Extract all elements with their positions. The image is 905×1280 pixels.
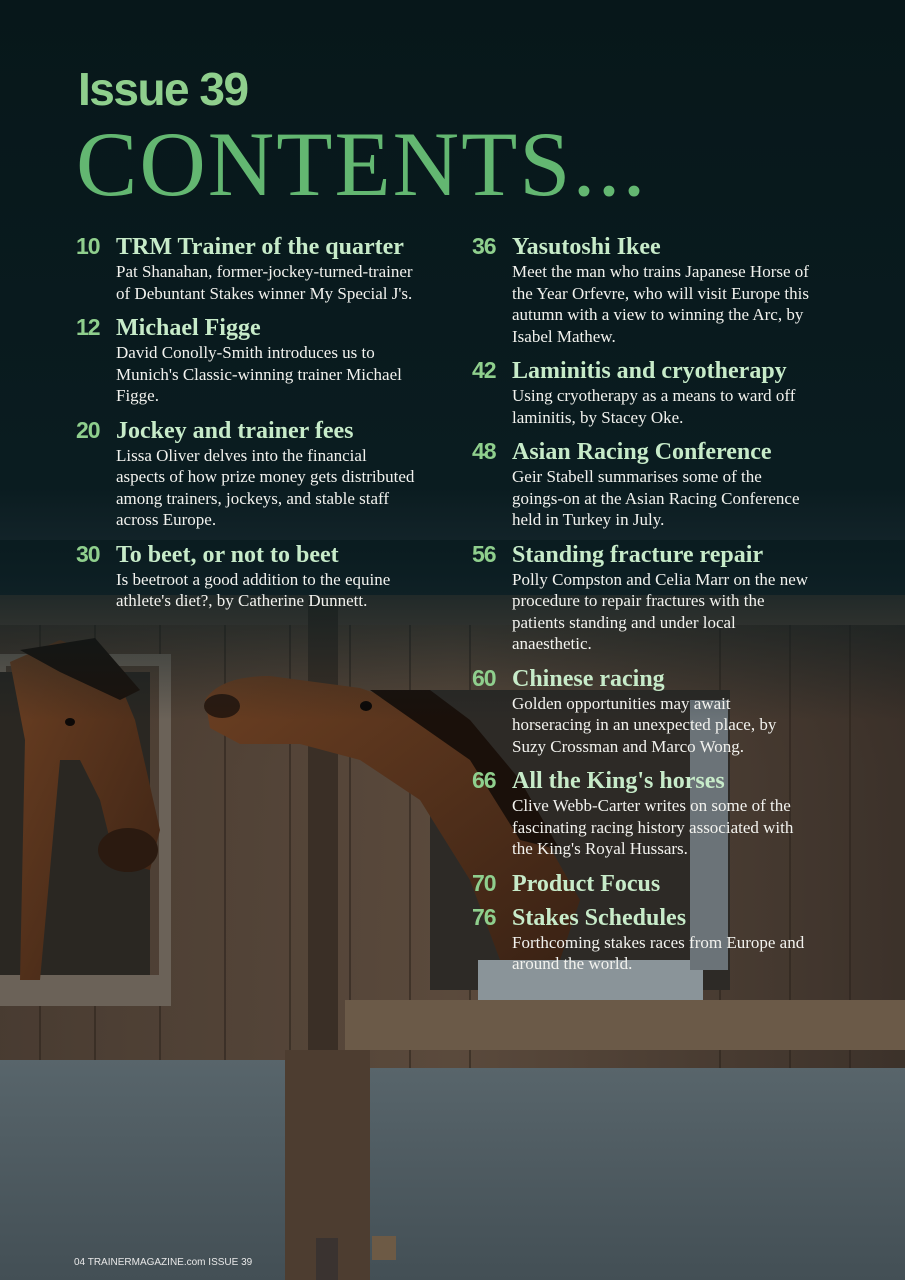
page-footer: 04 TRAINERMAGAZINE.com ISSUE 39 [74,1257,253,1268]
entry-page-number: 36 [472,233,496,259]
entry-page-number: 56 [472,540,496,567]
contents-entry[interactable] [472,357,812,428]
contents-column-right [472,233,812,975]
entry-description: Polly Compston and Celia Marr on the new procedure to repair fractures with the patients standing and under local anaesthetic. [512,569,809,653]
entry-page-number: 12 [76,314,100,340]
contents-entry[interactable] [472,438,812,531]
entry-description: Meet the man who trains Japanese Horse of the Year Orfevre, who will visit Europe this autumn with a view to winning the Arc, by Isabel Mathew. [512,262,809,346]
entry-title: Asian Racing Conference [512,439,772,465]
entry-title: Standing fracture repair [512,541,764,568]
entry-title: Chinese racing [512,665,665,692]
contents-column-left [76,233,416,612]
entry-page-number: 60 [472,664,496,691]
entry-page-number: 30 [76,540,100,567]
entry-title: All the King's horses [512,768,725,794]
entry-description: Using cryotherapy as a means to ward off laminitis, by Stacey Oke. [512,386,796,427]
entry-description: Golden opportunities may await horseracing in an unexpected place, by Suzy Crossman and Marco Wong. [512,693,777,756]
contents-entry[interactable] [472,233,812,347]
entry-description: Lissa Oliver delves into the financial aspects of how prize money gets distributed among trainers, jockeys, and stable staff across Europe. [116,445,415,529]
entry-page-number: 48 [472,438,496,464]
entry-description: Geir Stabell summarises some of the goings-on at the Asian Racing Conference held in Turkey in July. [512,467,800,529]
entry-description: Pat Shanahan, former-jockey-turned-trainer of Debuntant Stakes winner My Special J's. [116,262,413,303]
entry-title: Laminitis and cryotherapy [512,358,787,384]
entry-title: Michael Figge [116,315,261,341]
entry-page-number: 70 [472,869,496,896]
entry-title: Jockey and trainer fees [116,417,354,444]
entry-page-number: 42 [472,357,496,383]
entry-page-number: 10 [76,233,100,259]
entry-page-number: 76 [472,903,496,930]
entry-description: Forthcoming stakes races from Europe and around the world. [512,932,805,973]
entry-title: Yasutoshi Ikee [512,234,661,260]
contents-entry[interactable] [472,665,812,758]
contents-entry[interactable] [472,904,812,975]
entry-title: To beet, or not to beet [116,541,339,568]
contents-entry[interactable] [472,541,812,655]
contents-entry[interactable] [76,314,416,407]
entry-title: TRM Trainer of the quarter [116,234,404,260]
entry-description: Is beetroot a good addition to the equine athlete's diet?, by Catherine Dunnett. [116,569,391,610]
entry-description: David Conolly-Smith introduces us to Munich's Classic-winning trainer Michael Figge. [116,343,402,405]
entry-title: Stakes Schedules [512,904,687,931]
contents-heading: CONTENTS... [76,113,648,215]
entry-description: Clive Webb-Carter writes on some of the fascinating racing history associated with the King's Royal Hussars. [512,796,794,858]
contents-entry[interactable] [472,870,812,898]
issue-number: Issue 39 [78,63,248,115]
contents-entry[interactable] [76,417,416,531]
entry-page-number: 20 [76,416,100,443]
entry-title: Product Focus [512,870,661,897]
contents-entry[interactable] [76,541,416,612]
entry-page-number: 66 [472,767,496,793]
contents-entry[interactable] [472,767,812,860]
contents-entry[interactable] [76,233,416,304]
